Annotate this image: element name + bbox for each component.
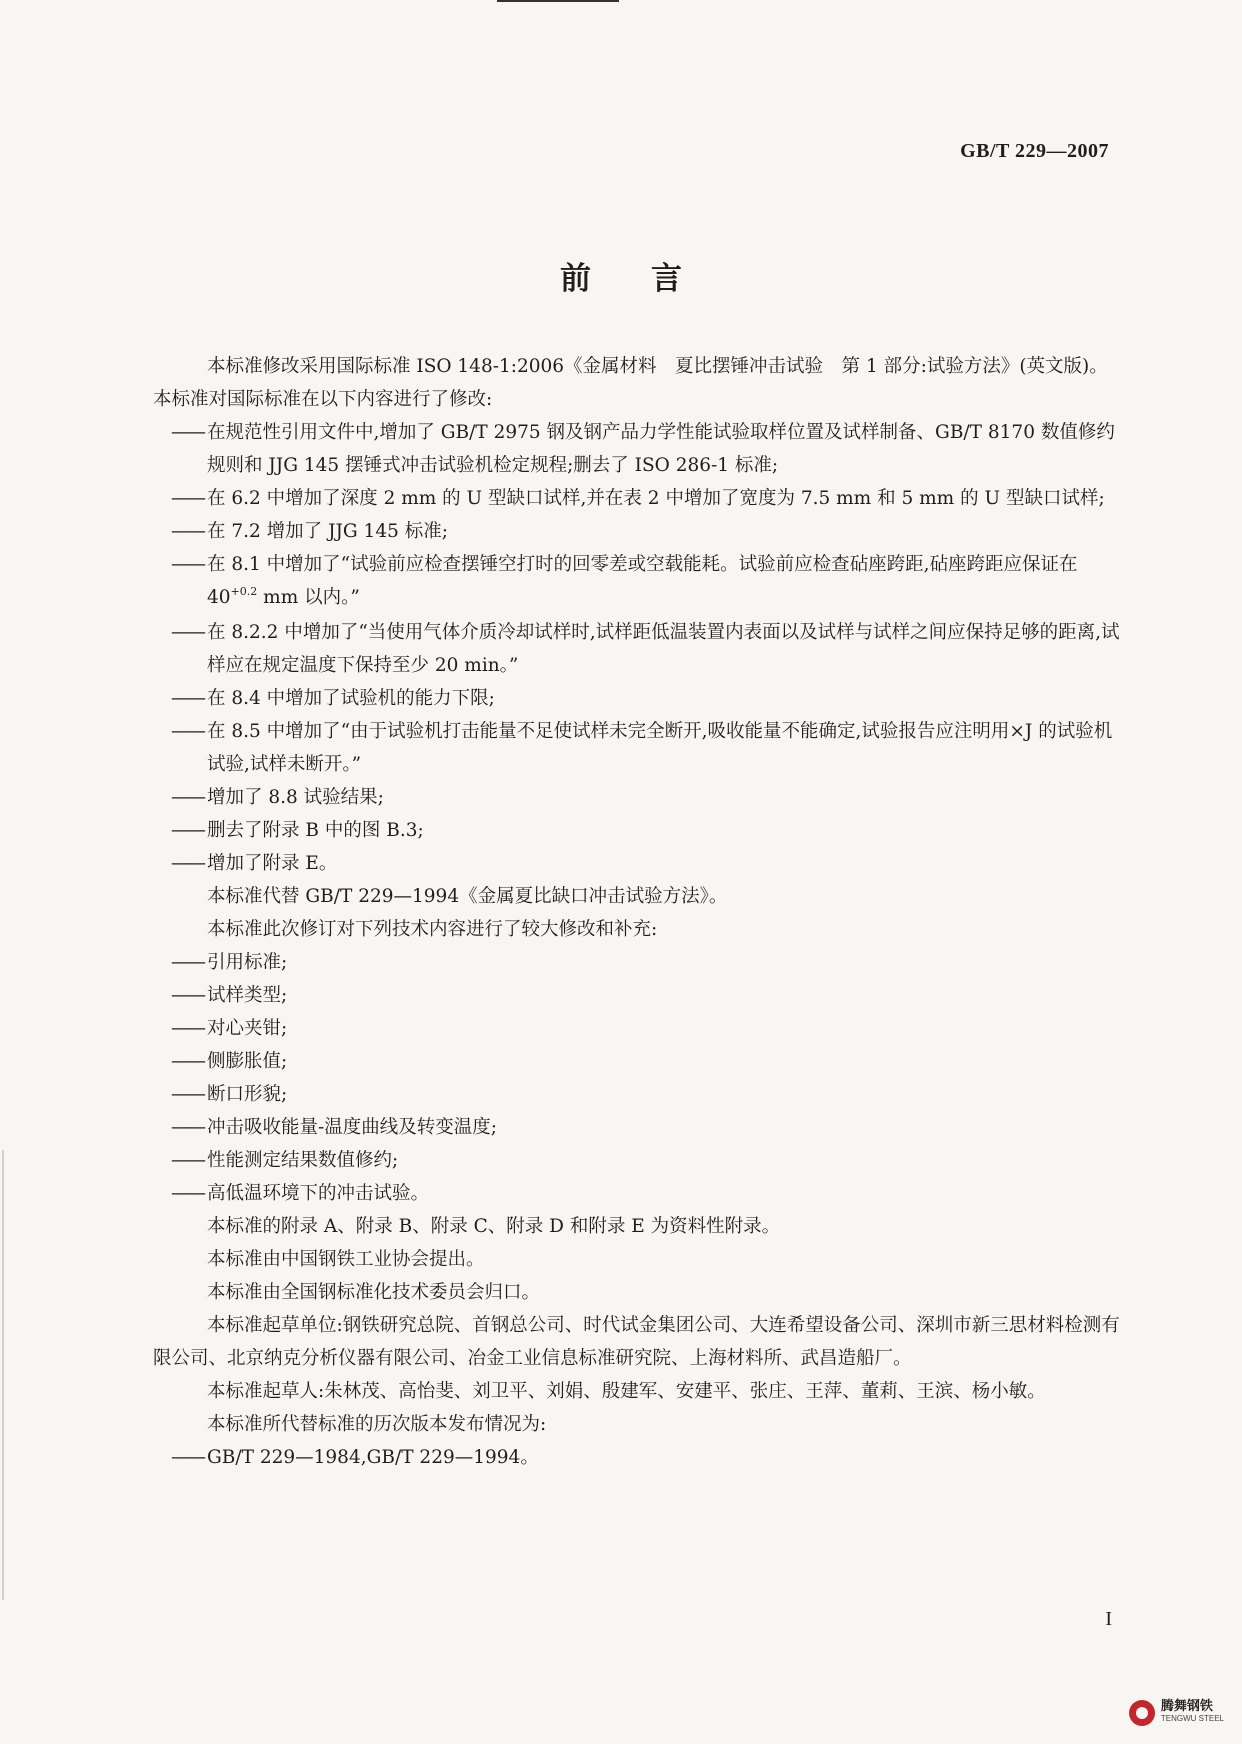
- logo-text-en: TENGWU STEEL: [1160, 1714, 1224, 1723]
- list-item: —— 对心夹钳;: [171, 1018, 288, 1039]
- title-char-1: 前: [560, 261, 591, 297]
- list-item: —— 在 8.2.2 中增加了“当使用气体介质冷却试样时,试样距低温装置内表面以及试样与试样之间应保持足够的距离,试样应在规定温度下保持至少 20 min。”: [171, 622, 1120, 676]
- list-item: —— 侧膨胀值;: [171, 1051, 288, 1072]
- top-rule: [497, 0, 619, 2]
- drafters-paragraph: 本标准起草人:朱林茂、高怡斐、刘卫平、刘娟、殷建军、安建平、张庄、王萍、董莉、王滨、杨小敏。: [207, 1381, 1046, 1402]
- list-item: —— 引用标准;: [171, 952, 288, 973]
- standard-number: GB/T 229—2007: [960, 140, 1109, 162]
- logo-text-cn: 腾舞钢铁: [1160, 1699, 1213, 1714]
- revision-intro: 本标准此次修订对下列技术内容进行了较大修改和补充:: [207, 919, 658, 940]
- logo-icon: [1129, 1700, 1155, 1726]
- list-item: —— 在规范性引用文件中,增加了 GB/T 2975 钢及钢产品力学性能试验取样位置及试样制备、GB/T 8170 数值修约规则和 JJG 145 摆锤式冲击试验机检定规程;删去了 ISO 286-1 标准;: [171, 422, 1115, 476]
- intro-paragraph: 本标准修改采用国际标准 ISO 148-1:2006《金属材料 夏比摆锤冲击试验 第 1 部分:试验方法》(英文版)。本标准对国际标准在以下内容进行了修改:: [153, 356, 1108, 410]
- list-item: —— 在 8.1 中增加了“试验前应检查摆锤空打时的回零差或空载能耗。试验前应检查砧座跨距,砧座跨距应保证在 $40^{+0.2}$ mm 以内。”: [171, 554, 1078, 608]
- watermark-logo: [1129, 1700, 1224, 1726]
- list-item: —— 断口形貌;: [171, 1084, 288, 1105]
- tolerance-superscript: +0.2: [230, 585, 258, 598]
- page-number: I: [1105, 1608, 1112, 1630]
- list-item: —— 试样类型;: [171, 985, 288, 1006]
- list-item: —— 冲击吸收能量-温度曲线及转变温度;: [171, 1117, 497, 1138]
- drafting-units-paragraph: 本标准起草单位:钢铁研究总院、首钢总公司、时代试金集团公司、大连希望设备公司、深圳市新三思材料检测有限公司、北京纳克分析仪器有限公司、冶金工业信息标准研究院、上海材料所、武昌造船厂。: [153, 1315, 1120, 1369]
- page-title: [0, 253, 1242, 298]
- list-item: —— 在 8.4 中增加了试验机的能力下限;: [171, 688, 495, 709]
- managed-paragraph: 本标准由全国钢标准化技术委员会归口。: [207, 1282, 541, 1303]
- list-item: —— 增加了 8.8 试验结果;: [171, 787, 384, 808]
- scan-edge: [2, 1150, 4, 1600]
- title-char-2: 言: [651, 261, 682, 297]
- list-item: —— 在 7.2 增加了 JJG 145 标准;: [171, 521, 448, 542]
- document-body: [153, 350, 1123, 1474]
- history-intro: 本标准所代替标准的历次版本发布情况为:: [207, 1414, 547, 1435]
- list-item: —— 删去了附录 B 中的图 B.3;: [171, 820, 424, 841]
- list-item: —— 高低温环境下的冲击试验。: [171, 1183, 430, 1204]
- list-item: —— 在 6.2 中增加了深度 2 mm 的 U 型缺口试样,并在表 2 中增加了宽度为 7.5 mm 和 5 mm 的 U 型缺口试样;: [171, 488, 1105, 509]
- replaces-paragraph: 本标准代替 GB/T 229—1994《金属夏比缺口冲击试验方法》。: [207, 886, 728, 907]
- list-item: —— 增加了附录 E。: [171, 853, 338, 874]
- list-item: —— GB/T 229—1984,GB/T 229—1994。: [171, 1447, 539, 1468]
- proposed-paragraph: 本标准由中国钢铁工业协会提出。: [207, 1249, 485, 1270]
- list-item: —— 性能测定结果数值修约;: [171, 1150, 399, 1171]
- annex-paragraph: 本标准的附录 A、附录 B、附录 C、附录 D 和附录 E 为资料性附录。: [207, 1216, 781, 1237]
- list-item: —— 在 8.5 中增加了“由于试验机打击能量不足使试样未完全断开,吸收能量不能确定,试验报告应注明用×J 的试验机试验,试样未断开。”: [171, 721, 1113, 775]
